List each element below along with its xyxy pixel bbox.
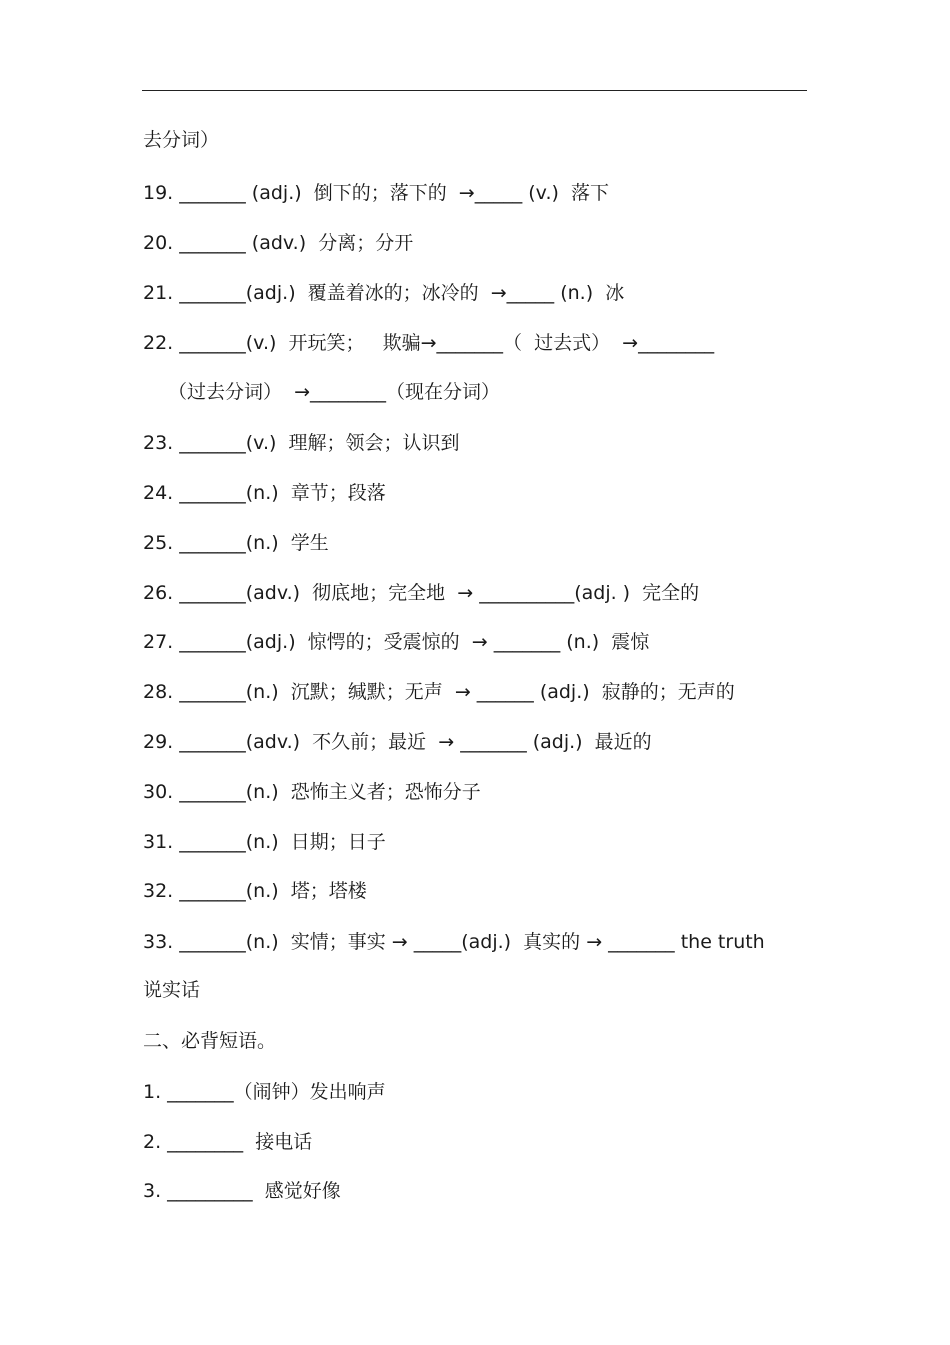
vocab-item-23: 23. _______(v.) 理解；领会；认识到	[143, 432, 460, 454]
vocab-item-19: 19. _______ (adj.) 倒下的；落下的 →_____ (v.) 落下	[143, 182, 609, 204]
vocab-item-28: 28. _______(n.) 沉默；缄默；无声 → ______ (adj.) 寂静的；无声的	[143, 681, 735, 703]
vocab-item-22: 22. _______(v.) 开玩笑； 欺骗→_______（ 过去式） →________	[143, 332, 715, 354]
vocab-item-33-continued: 说实话	[143, 979, 201, 1001]
vocab-item-26: 26. _______(adv.) 彻底地；完全地 → __________(adj. ) 完全的	[143, 582, 700, 604]
vocab-item-25: 25. _______(n.) 学生	[143, 532, 329, 554]
phrase-item-3: 3. _________ 感觉好像	[143, 1180, 341, 1202]
vocab-item-32: 32. _______(n.) 塔；塔楼	[143, 880, 367, 902]
text-line: 去分词）	[143, 129, 220, 151]
section-heading: 二、必背短语。	[143, 1030, 277, 1052]
vocab-item-30: 30. _______(n.) 恐怖主义者；恐怖分子	[143, 781, 481, 803]
header-rule	[142, 90, 807, 91]
vocab-item-33: 33. _______(n.) 实情；事实 → _____(adj.) 真实的 → _______ the truth	[143, 931, 765, 953]
vocab-item-31: 31. _______(n.) 日期；日子	[143, 831, 386, 853]
vocab-item-24: 24. _______(n.) 章节；段落	[143, 482, 386, 504]
vocab-item-20: 20. _______ (adv.) 分离；分开	[143, 232, 414, 254]
vocab-item-29: 29. _______(adv.) 不久前；最近 → _______ (adj.) 最近的	[143, 731, 652, 753]
vocab-item-22-continued: （过去分词） →________（现在分词）	[168, 381, 500, 403]
vocab-item-21: 21. _______(adj.) 覆盖着冰的；冰冷的 →_____ (n.) 冰	[143, 282, 625, 304]
phrase-item-2: 2. ________ 接电话	[143, 1131, 313, 1153]
vocab-item-27: 27. _______(adj.) 惊愕的；受震惊的 → _______ (n.) 震惊	[143, 631, 650, 653]
phrase-item-1: 1. _______（闹钟）发出响声	[143, 1081, 386, 1103]
